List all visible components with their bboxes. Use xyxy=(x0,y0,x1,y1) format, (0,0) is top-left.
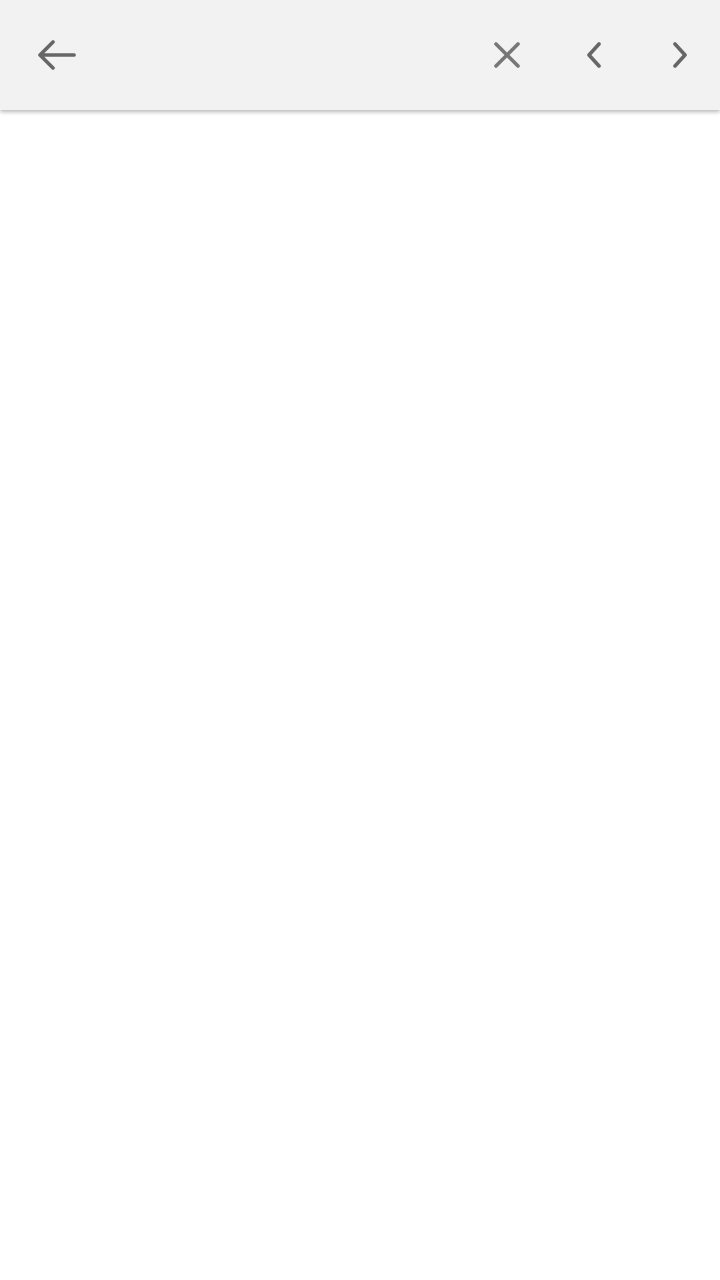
back-button[interactable] xyxy=(26,25,86,85)
schematic-drawing xyxy=(0,110,720,1280)
document-page[interactable] xyxy=(0,110,720,1280)
chevron-left-icon xyxy=(584,41,604,69)
close-icon xyxy=(493,41,521,69)
next-match-button[interactable] xyxy=(650,25,710,85)
chevron-right-icon xyxy=(670,41,690,69)
search-toolbar xyxy=(0,0,720,110)
previous-match-button[interactable] xyxy=(564,25,624,85)
clear-search-button[interactable] xyxy=(477,25,537,85)
arrow-left-icon xyxy=(36,38,76,72)
